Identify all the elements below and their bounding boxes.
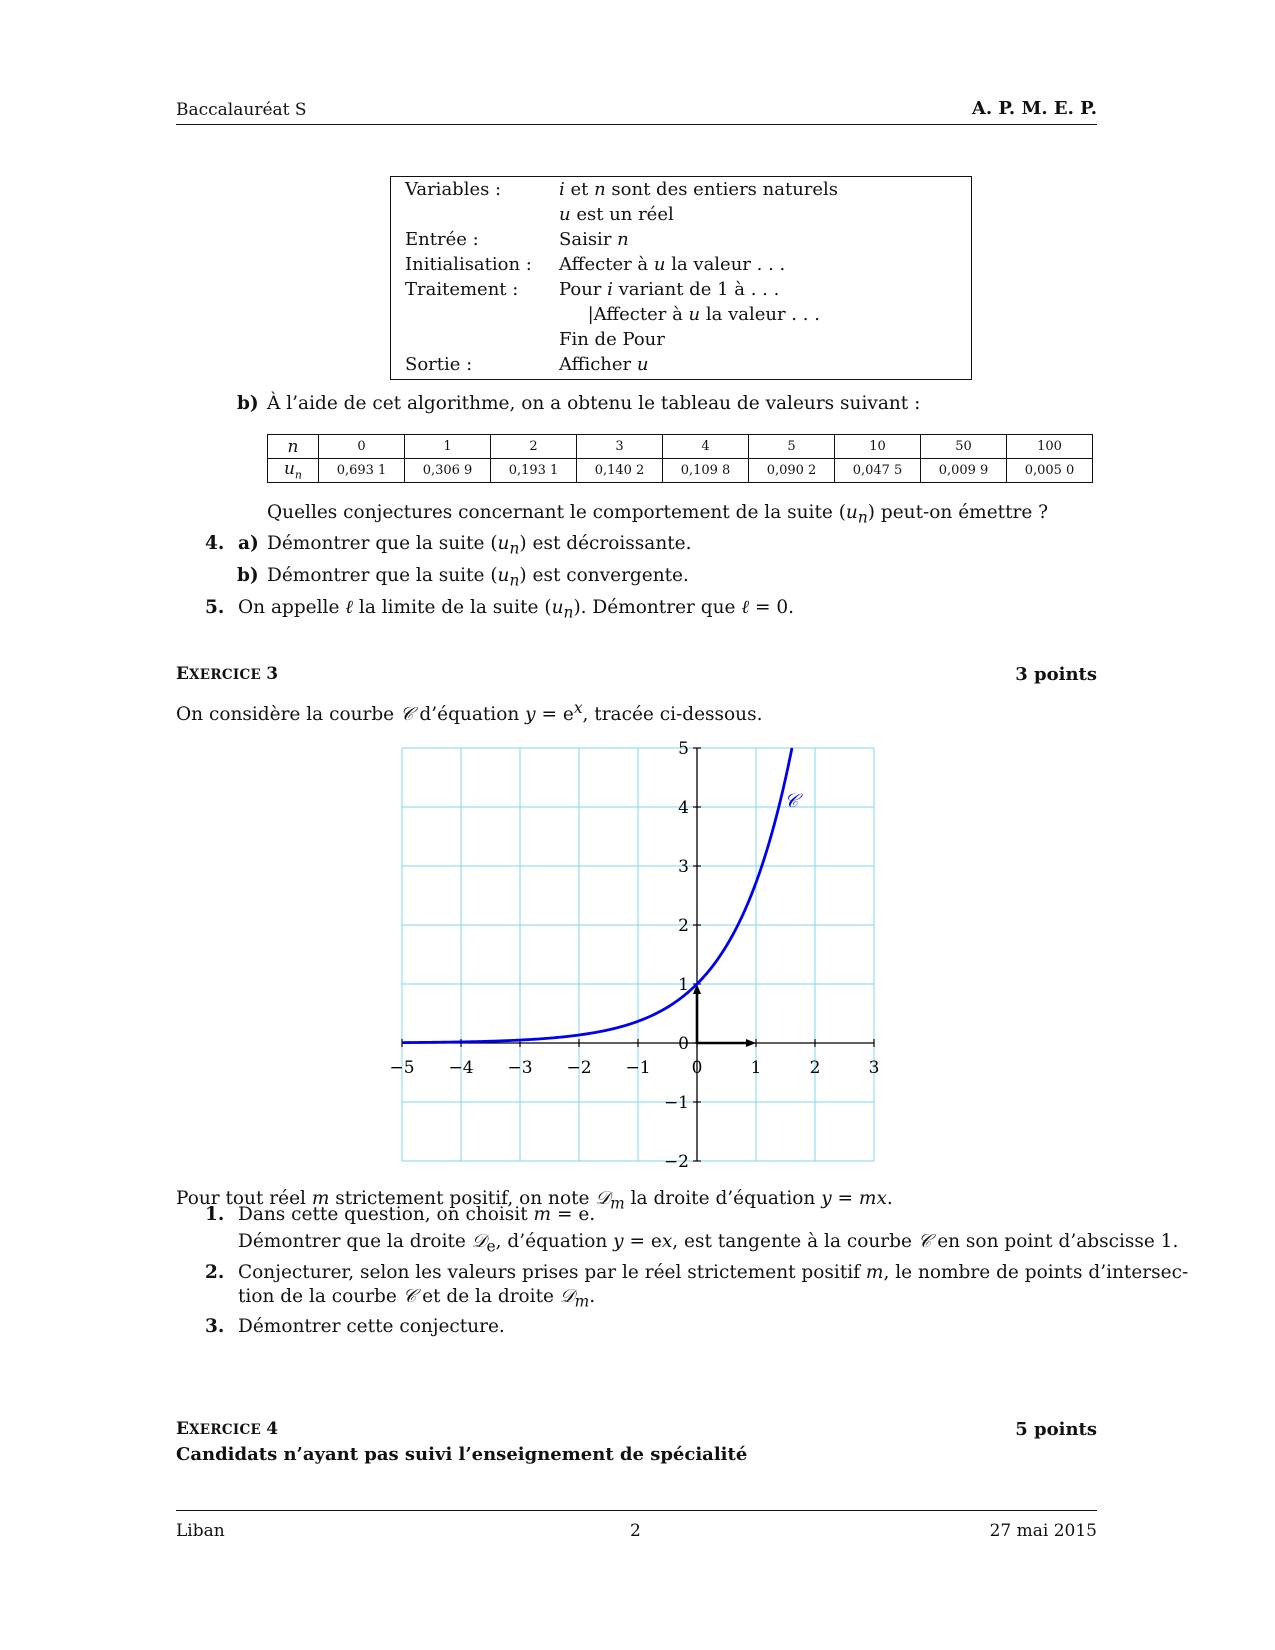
unit-vector-i-arrow [746, 1039, 756, 1047]
algorithm-box [390, 176, 972, 380]
ex3-question-text-cont: Démontrer que la droite 𝒟$_e$, d’équation y = ex, est tangente à la courbe 𝒞 en son point d’abscisse 1. [238, 1231, 1179, 1256]
table-cell-n: 1 [405, 435, 491, 459]
algo-value: Saisir n [559, 229, 629, 250]
q4a-label: a) [238, 533, 259, 554]
table-cell-n: 2 [491, 435, 577, 459]
algo-label: Initialisation : [405, 254, 532, 275]
table-cell-un: 0,090 2 [749, 459, 835, 483]
ex3-points: 3 points [1015, 664, 1097, 685]
ex4-title: EXERCICE 4 [176, 1419, 279, 1439]
ex3-question-text: Conjecturer, selon les valeurs prises par le réel strictement positif m, le nombre de points d’intersec- [238, 1262, 1189, 1283]
q3b-text: À l’aide de cet algorithme, on a obtenu le tableau de valeurs suivant : [267, 393, 921, 414]
value-table [267, 434, 1093, 483]
conjecture-question: Quelles conjectures concernant le comportement de la suite $(u_n)$ peut-on émettre ? [267, 502, 1049, 527]
ex3-after: Pour tout réel m strictement positif, on note 𝒟$_m$ la droite d’équation y = mx. [176, 1188, 893, 1213]
ex3-question-number: 3. [205, 1316, 225, 1337]
table-cell-un: 0,306 9 [405, 459, 491, 483]
algo-label: Variables : [405, 179, 502, 200]
footer-right: 27 mai 2015 [989, 1521, 1097, 1541]
ex3-question-number: 2. [205, 1262, 225, 1283]
exp-chart [380, 730, 880, 1170]
table-row-un [268, 459, 1093, 483]
curve-label: 𝒞 [784, 790, 799, 812]
algo-value: |Affecter à u la valeur . . . [559, 304, 820, 325]
algo-value: Pour i variant de 1 à . . . [559, 279, 780, 300]
algo-value: Fin de Pour [559, 329, 665, 350]
ex3-question-number: 1. [205, 1204, 225, 1225]
q4-number: 4. [205, 533, 225, 554]
header-right: A. P. M. E. P. [971, 98, 1097, 119]
algo-value: Afficher u [559, 354, 649, 375]
ex3-question-text: Démontrer cette conjecture. [238, 1316, 505, 1337]
algo-value: Affecter à u la valeur . . . [559, 254, 786, 275]
ex3-title: EXERCICE 3 [176, 664, 279, 684]
x-tick-label: 2 [809, 1058, 821, 1078]
algo-value: i et n sont des entiers naturels [559, 179, 839, 200]
header-rule [176, 124, 1097, 125]
algo-label: Entrée : [405, 229, 479, 250]
ex3-question-text: Dans cette question, on choisit m = e. [238, 1204, 596, 1225]
x-tick-label: 0 [691, 1058, 703, 1078]
q5-text: On appelle ℓ la limite de la suite $(u_n)$. Démontrer que ℓ = 0. [238, 597, 794, 622]
x-tick-label: −1 [625, 1058, 651, 1078]
algo-label: Sortie : [405, 354, 473, 375]
curve-exp [402, 748, 792, 1043]
table-header-un: $u_n$ [268, 459, 319, 483]
algo-value: u est un réel [559, 204, 674, 225]
y-tick-label: −2 [663, 1152, 689, 1170]
y-tick-label: 1 [678, 975, 689, 995]
table-cell-un: 0,005 0 [1007, 459, 1093, 483]
footer-rule [176, 1510, 1097, 1511]
table-cell-un: 0,693 1 [319, 459, 405, 483]
x-tick-label: −2 [566, 1058, 592, 1078]
x-tick-label: −4 [448, 1058, 474, 1078]
x-tick-label: −5 [389, 1058, 415, 1078]
y-tick-label: 3 [678, 857, 689, 877]
y-tick-label: 4 [678, 798, 689, 818]
table-cell-n: 50 [921, 435, 1007, 459]
q5-number: 5. [205, 597, 225, 618]
ex4-points: 5 points [1015, 1419, 1097, 1440]
y-tick-label: 0 [678, 1034, 689, 1054]
table-cell-un: 0,193 1 [491, 459, 577, 483]
y-tick-label: −1 [663, 1093, 689, 1113]
table-cell-n: 100 [1007, 435, 1093, 459]
ex3-intro: On considère la courbe 𝒞 d’équation $y = e^x$, tracée ci-dessous. [176, 699, 763, 726]
q4b-text: Démontrer que la suite $(u_n)$ est convergente. [267, 565, 689, 590]
table-cell-n: 0 [319, 435, 405, 459]
q4b-label: b) [237, 565, 259, 586]
header-left: Baccalauréat S [176, 100, 307, 120]
x-tick-label: 3 [868, 1058, 880, 1078]
q3b-label: b) [237, 393, 259, 414]
y-tick-label: 2 [678, 916, 689, 936]
table-cell-un: 0,047 5 [835, 459, 921, 483]
algo-label: Traitement : [405, 279, 519, 300]
table-cell-n: 5 [749, 435, 835, 459]
table-header-n: n [268, 435, 319, 459]
page-number: 2 [630, 1521, 641, 1541]
ex4-subtitle: Candidats n’ayant pas suivi l’enseignement de spécialité [176, 1444, 748, 1465]
y-tick-label: 5 [678, 739, 689, 759]
table-row-n [268, 435, 1093, 459]
table-cell-un: 0,109 8 [663, 459, 749, 483]
q4a-text: Démontrer que la suite $(u_n)$ est décroissante. [267, 533, 692, 558]
x-tick-label: 1 [750, 1058, 762, 1078]
table-cell-un: 0,140 2 [577, 459, 663, 483]
x-tick-label: −3 [507, 1058, 533, 1078]
table-cell-n: 3 [577, 435, 663, 459]
ex3-question-text-cont: tion de la courbe 𝒞 et de la droite 𝒟$_m$. [238, 1286, 596, 1311]
table-cell-n: 10 [835, 435, 921, 459]
table-cell-n: 4 [663, 435, 749, 459]
table-cell-un: 0,009 9 [921, 459, 1007, 483]
footer-left: Liban [176, 1521, 225, 1541]
